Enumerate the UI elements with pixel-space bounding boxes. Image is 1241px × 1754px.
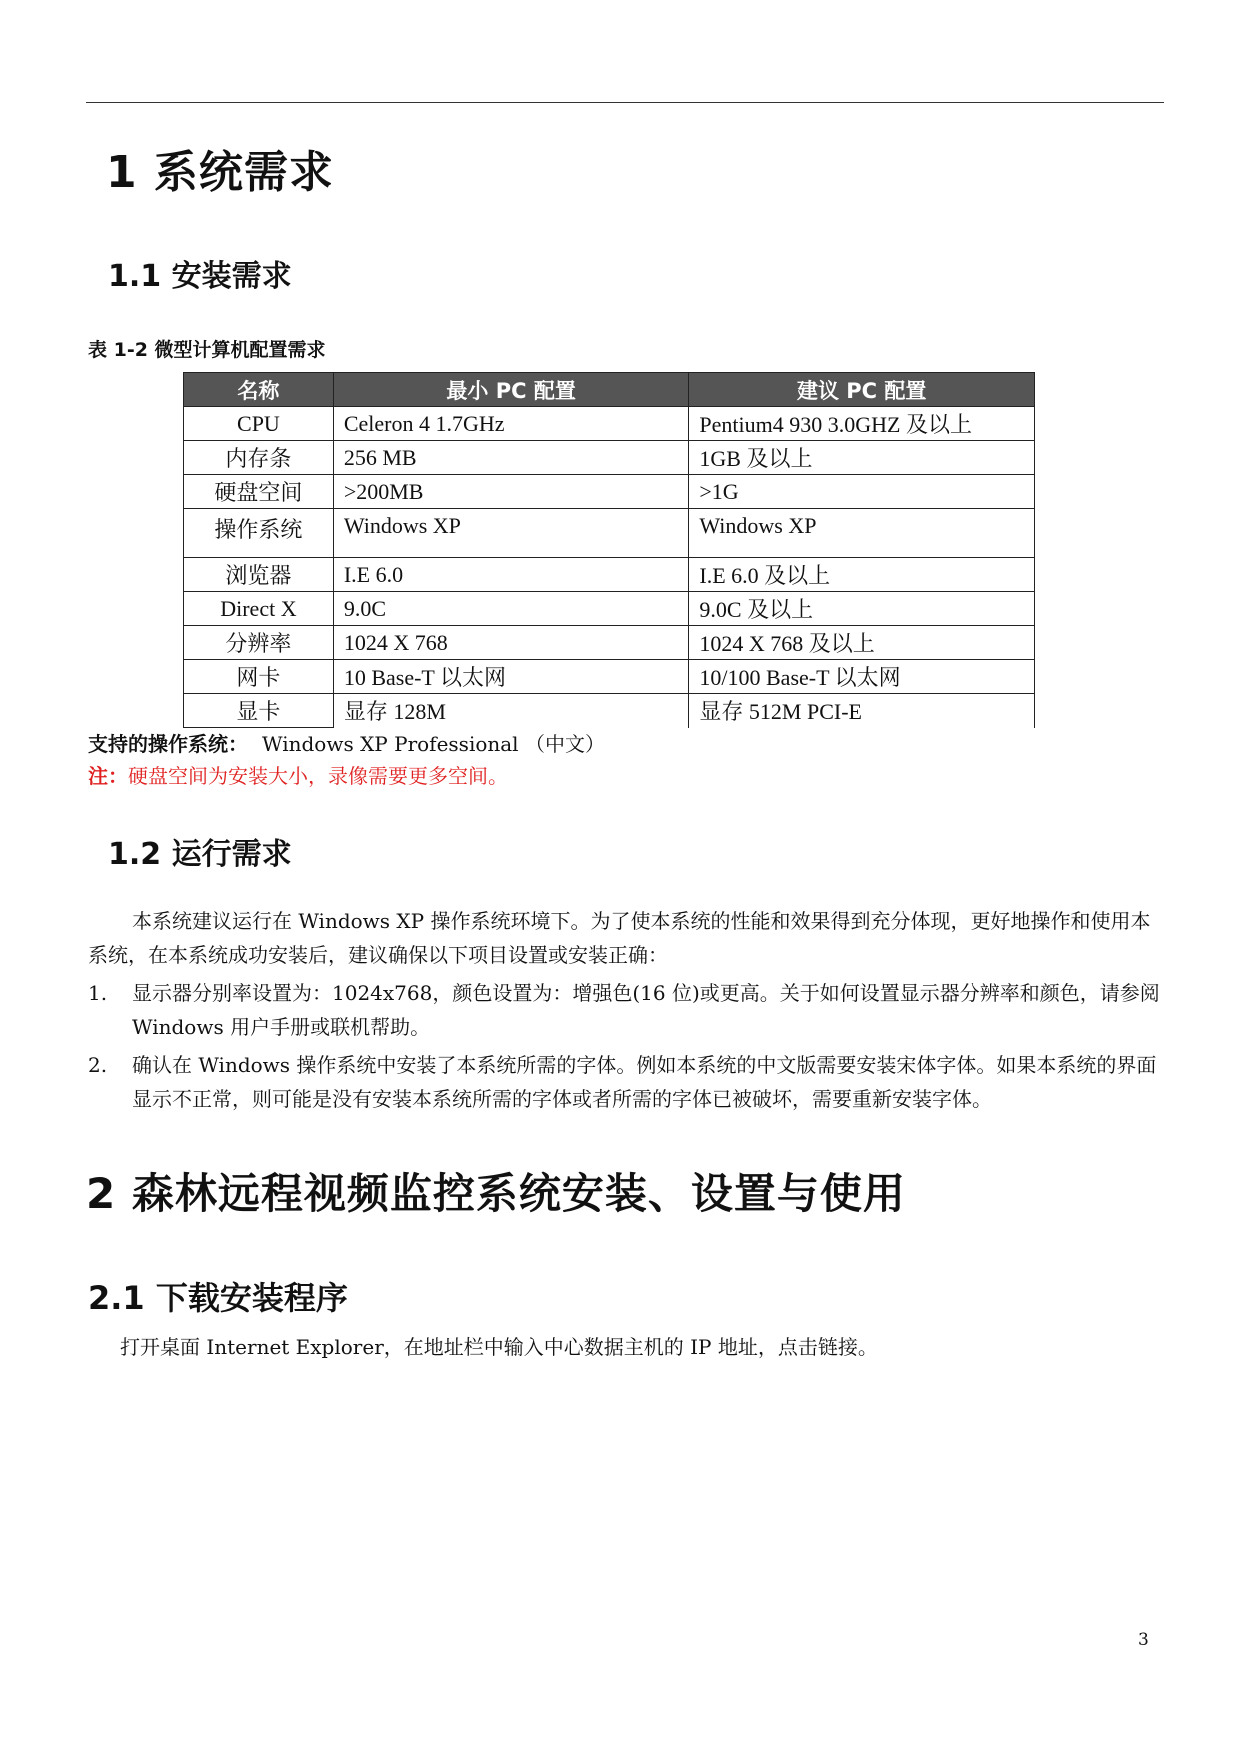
table-row [184,626,1035,660]
table-row [184,694,1035,728]
min-value: 显存 128M [333,694,689,728]
list-text: 确认在 Windows 操作系统中安装了本系统所需的字体。例如本系统的中文版需要安装宋体字体。如果本系统的界面显示不正常，则可能是没有安装本系统所需的字体或者所需的字体已被破坏，需要重新安装字体。 [132,1053,1157,1111]
recommended-value: Pentium4 930 3.0GHZ 及以上 [689,407,1035,441]
row-label: 内存条 [184,441,334,475]
recommended-value: Windows XP [689,509,1035,558]
column-header-recommended: 建议 PC 配置 [689,373,1035,407]
recommended-value: 10/100 Base-T 以太网 [689,660,1035,694]
recommended-value: 显存 512M PCI-E [689,694,1035,728]
list-text: 显示器分别率设置为：1024x768，颜色设置为：增强色(16 位)或更高。关于如何设置显示器分辨率和颜色，请参阅 Windows 用户手册或联机帮助。 [132,981,1160,1039]
recommended-value: >1G [689,475,1035,509]
table-row [184,475,1035,509]
page-number: 3 [1138,1630,1149,1650]
supported-os-line [88,728,605,757]
row-label: Direct X [184,592,334,626]
section-1-2-heading: 1.2 运行需求 [108,837,292,872]
row-label: CPU [184,407,334,441]
table-row [184,592,1035,626]
list-item [88,1048,1166,1116]
recommended-value: 1024 X 768 及以上 [689,626,1035,660]
table-caption: 表 1-2 微型计算机配置需求 [88,339,326,361]
table-row [184,441,1035,475]
min-value: Windows XP [333,509,689,558]
recommended-value: 9.0C 及以上 [689,592,1035,626]
row-label: 网卡 [184,660,334,694]
list-number: 2. [88,1053,108,1077]
runtime-paragraph: 本系统建议运行在 Windows XP 操作系统环境下。为了使本系统的性能和效果得到充分体现，更好地操作和使用本系统，在本系统成功安装后，建议确保以下项目设置或安装正确： [88,909,1151,967]
column-header-min: 最小 PC 配置 [333,373,689,407]
min-value: 9.0C [333,592,689,626]
storage-note [88,760,508,789]
min-value: >200MB [333,475,689,509]
row-label: 浏览器 [184,558,334,592]
min-value: 1024 X 768 [333,626,689,660]
table-row [184,407,1035,441]
header-rule [86,102,1164,103]
note-text: 硬盘空间为安装大小，录像需要更多空间。 [128,764,508,788]
row-label: 显卡 [184,694,334,728]
supported-os-value: Windows XP Professional （中文） [262,732,605,756]
min-value: 256 MB [333,441,689,475]
list-number: 1. [88,981,108,1005]
recommended-value: 1GB 及以上 [689,441,1035,475]
list-item [88,976,1166,1044]
note-label: 注： [88,764,128,788]
recommended-value: I.E 6.0 及以上 [689,558,1035,592]
download-paragraph: 打开桌面 Internet Explorer，在地址栏中输入中心数据主机的 IP 地址，点击链接。 [120,1335,878,1359]
table-row [184,558,1035,592]
section-1-1-heading: 1.1 安装需求 [108,259,292,294]
min-value: 10 Base-T 以太网 [333,660,689,694]
table-header-row [184,373,1035,407]
config-table [183,372,1035,728]
supported-os-label: 支持的操作系统： [88,732,248,756]
min-value: I.E 6.0 [333,558,689,592]
row-label: 硬盘空间 [184,475,334,509]
row-label: 操作系统 [184,509,334,558]
column-header-name: 名称 [184,373,334,407]
chapter-1-heading: 1 系统需求 [106,147,334,198]
min-value: Celeron 4 1.7GHz [333,407,689,441]
chapter-2-heading: 2 森林远程视频监控系统安装、设置与使用 [86,1169,906,1218]
table-row [184,509,1035,558]
row-label: 分辨率 [184,626,334,660]
table-row [184,660,1035,694]
section-2-1-heading: 2.1 下载安装程序 [88,1279,348,1317]
